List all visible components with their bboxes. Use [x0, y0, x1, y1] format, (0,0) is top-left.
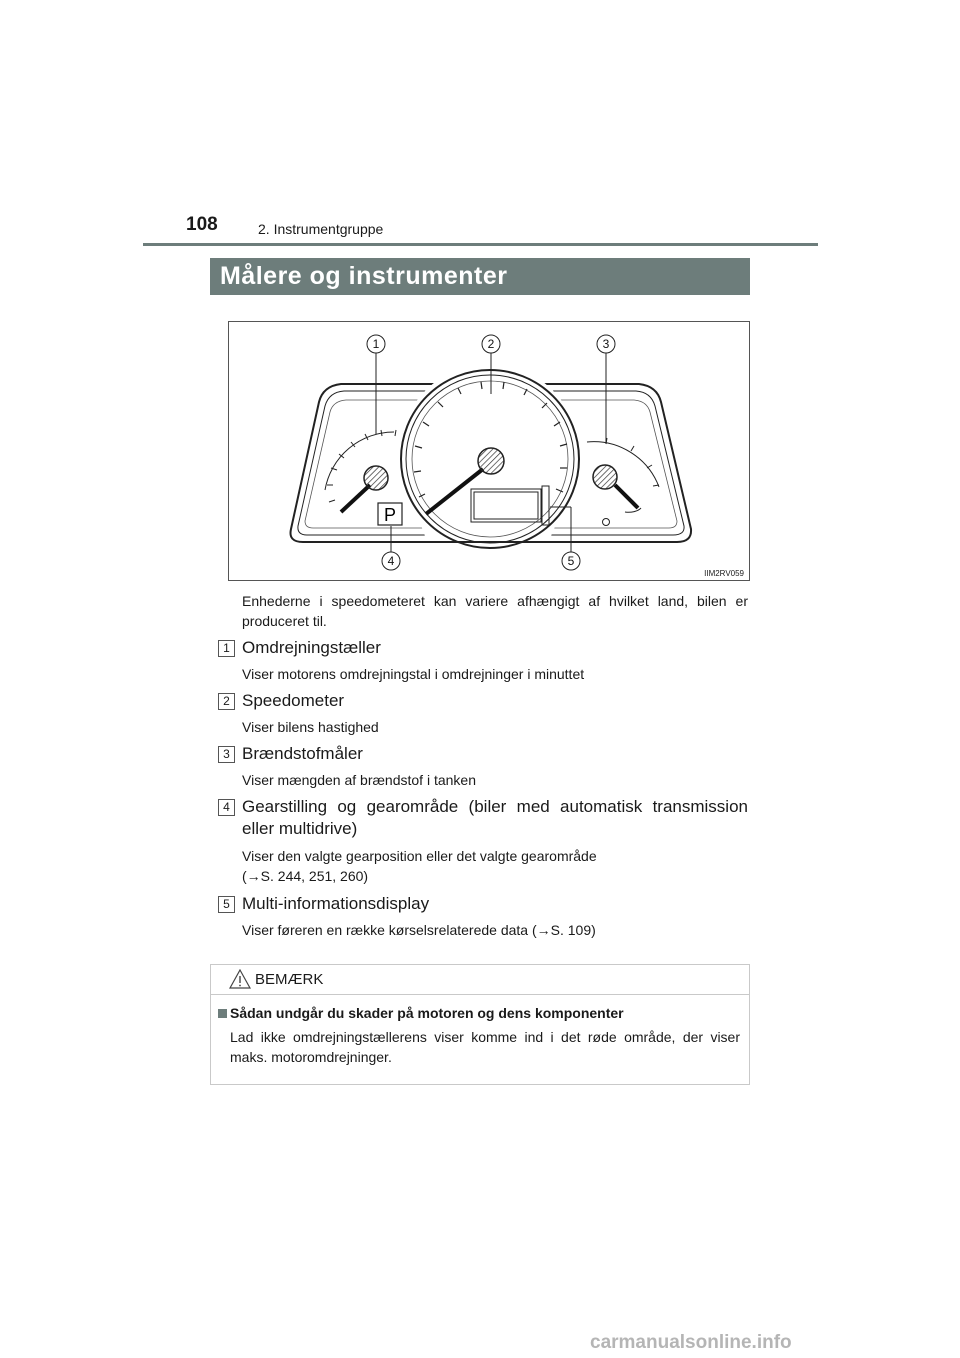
notice-heading: Sådan undgår du skader på motoren og dens komponenter	[230, 1005, 624, 1021]
item-desc-multi-info-display: Viser føreren en række kørselsrelaterede data (→S. 109)	[242, 922, 596, 938]
gear-indicator-letter: P	[383, 505, 397, 525]
item-number-2: 2	[218, 693, 235, 710]
callout-5: 5	[567, 554, 575, 568]
item-title-fuel-gauge: Brændstofmåler	[242, 744, 363, 763]
warning-icon	[229, 969, 251, 989]
figure-code: IIM2RV059	[704, 569, 744, 578]
callout-2: 2	[487, 337, 495, 351]
callout-3: 3	[602, 337, 610, 351]
callout-4: 4	[387, 554, 395, 568]
notice-body: Lad ikke omdrejningstællerens viser komme ind i det røde område, der viser maks. motoromdrejninger.	[230, 1029, 740, 1065]
item-number-3: 3	[218, 746, 235, 763]
notice-header	[211, 965, 749, 995]
header-rule	[143, 243, 818, 246]
section-name: 2. Instrumentgruppe	[258, 221, 384, 237]
watermark: carmanualsonline.info	[590, 1332, 792, 1353]
item-desc-gear-position-line2: (→S. 244, 251, 260)	[242, 868, 369, 884]
item-title-speedometer: Speedometer	[242, 691, 345, 710]
item-desc-gear-position-line1: Viser den valgte gearposition eller det valgte gearområde	[242, 848, 597, 864]
item-title-gear-position: Gearstilling og gearområde (biler med automatisk transmission eller multidrive)	[242, 797, 748, 838]
item-number-1: 1	[218, 640, 235, 657]
instrument-cluster-illustration	[229, 322, 749, 580]
callout-1: 1	[372, 337, 380, 351]
notice-label: BEMÆRK	[255, 971, 324, 988]
notice-box	[210, 964, 750, 1085]
item-desc-tachometer: Viser motorens omdrejningstal i omdrejninger i minuttet	[242, 666, 585, 682]
page-number: 108	[186, 214, 218, 235]
item-desc-fuel-gauge: Viser mængden af brændstof i tanken	[242, 772, 476, 788]
intro-text: Enhederne i speedometeret kan variere afhængigt af hvilket land, bilen er produceret til.	[242, 593, 748, 629]
bullet-square-icon	[218, 1009, 227, 1018]
item-title-multi-info-display: Multi-informationsdisplay	[242, 894, 430, 913]
item-number-4: 4	[218, 799, 235, 816]
item-title-tachometer: Omdrejningstæller	[242, 638, 381, 657]
page-title: Målere og instrumenter	[210, 258, 750, 295]
item-desc-speedometer: Viser bilens hastighed	[242, 719, 379, 735]
item-number-5: 5	[218, 896, 235, 913]
instrument-cluster-figure	[228, 321, 750, 581]
